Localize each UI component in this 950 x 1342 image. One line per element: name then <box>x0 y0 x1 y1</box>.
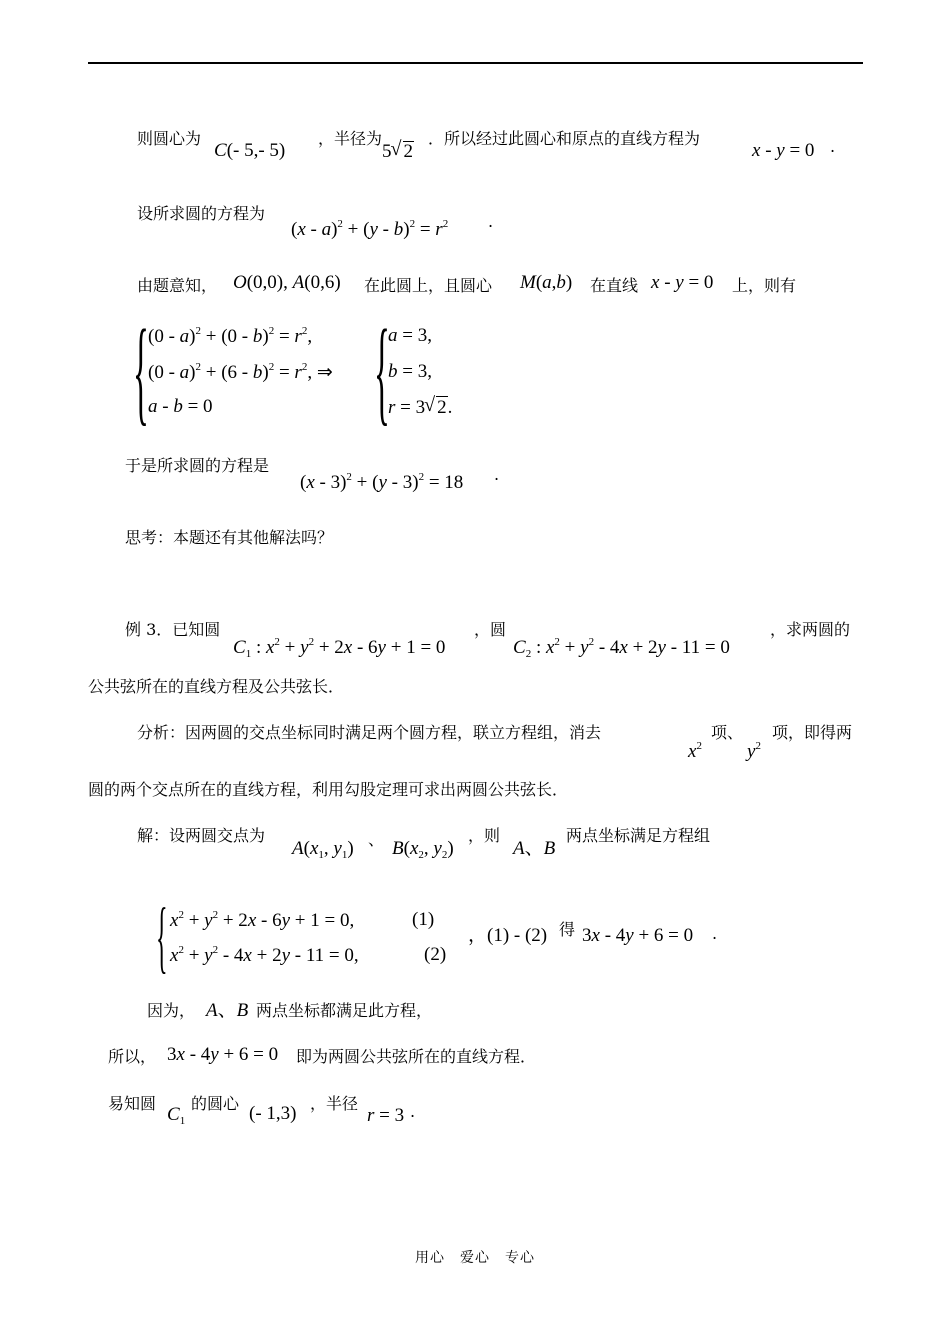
text-period: . <box>494 465 500 484</box>
solution-row: b = 3, <box>388 361 432 382</box>
math-circle-general: $(x - a)^2 + (y - b)^2 = r^2$ <box>291 218 449 240</box>
math-radius: 5√ 2 <box>382 141 414 162</box>
math-ab: A、B <box>206 1000 249 1021</box>
text-radius-label: ，半径为 <box>318 129 383 148</box>
math-point-b: $B(x_2$, $y_2$) <box>392 838 454 861</box>
math-chord-line: 3x - 4y + 6 = 0 <box>167 1044 279 1065</box>
system-row: $x^2 + y^2 - 4x + 2y - 11 = 0$, <box>170 944 359 966</box>
system-row: $x^2 + y^2 + 2x - 6y + 1 = 0$, <box>170 909 355 931</box>
example-3-label: 例 3．已知圆 <box>125 620 221 639</box>
equation-number: (2) <box>424 944 447 965</box>
brace-left-2: { <box>156 893 168 981</box>
para-condition: 由题意知， <box>137 276 218 295</box>
equation-number: (1) <box>412 909 435 930</box>
text: 得 <box>559 920 576 939</box>
text: 则圆心为 <box>137 129 202 148</box>
text: ，求两圆的 <box>770 620 851 639</box>
text: 的圆心 <box>191 1094 240 1113</box>
text-period: . <box>830 137 836 156</box>
math-center: C(- 5,- 5) <box>214 140 286 161</box>
text: ，则 <box>468 826 501 845</box>
brace-right: { <box>374 305 390 436</box>
text-period: . <box>410 1102 416 1121</box>
math-line-equation: x - y = 0 <box>752 140 815 161</box>
system-row: a - b = 0 <box>148 396 213 417</box>
text: 项，即得两 <box>772 723 853 742</box>
math-x2: $x^2$ <box>688 740 702 762</box>
math-circle-c1: $C_1$ : $x^2 + y^2 + 2x - 6y + 1 = 0$ <box>233 636 446 660</box>
solution-row: a = 3, <box>388 325 432 346</box>
para-because: 因为， <box>147 1001 196 1020</box>
para-solution: 解：设两圆交点为 <box>137 826 266 845</box>
text: 两点坐标都满足此方程， <box>256 1001 433 1020</box>
text: 上，则有 <box>732 276 797 295</box>
para-think: 思考：本题还有其他解法吗？ <box>125 528 334 547</box>
brace-left: { <box>133 305 149 436</box>
para-analysis-line2: 圆的两个交点所在的直线方程，利用勾股定理可求出两圆公共弦长． <box>88 780 569 799</box>
system-row: $(0 - a)^2 + (6 - b)^2 = r^2$, ⇒ <box>148 361 333 383</box>
para-result: 于是所求圆的方程是 <box>125 456 270 475</box>
para-center-radius <box>137 129 201 149</box>
text-line-label: ．所以经过此圆心和原点的直线方程为 <box>428 129 701 148</box>
math-radius-c1: r = 3 <box>367 1105 405 1126</box>
text: 在直线 <box>590 276 639 295</box>
text: 项、 <box>711 723 744 742</box>
header-rule <box>88 62 863 64</box>
para-analysis: 分析：因两圆的交点坐标同时满足两个圆方程，联立方程组，消去 <box>137 723 602 742</box>
text-period: . <box>712 924 718 943</box>
example-3-line2: 公共弦所在的直线方程及公共弦长． <box>88 677 345 696</box>
para-easy: 易知圆 <box>108 1094 157 1113</box>
para-therefore: 所以， <box>108 1047 157 1066</box>
math-center-m: M(a,b) <box>520 272 573 293</box>
math-points: O(0,0), A(0,6) <box>233 272 341 293</box>
text: 两点坐标满足方程组 <box>566 826 711 845</box>
math-ab: A、B <box>513 838 556 859</box>
text-sep: 、 <box>368 830 385 849</box>
para-assume: 设所求圆的方程为 <box>137 204 266 223</box>
text: ，圆 <box>474 620 507 639</box>
math-c1: $C_1$ <box>167 1104 186 1127</box>
text: 在此圆上，且圆心 <box>364 276 493 295</box>
text: 即为两圆公共弦所在的直线方程． <box>296 1047 537 1066</box>
math-circle-c2: $C_2$ : $x^2 + y^2 - 4x + 2y - 11 = 0$ <box>513 636 730 660</box>
math-subtract: ，(1) - (2) <box>468 925 548 946</box>
math-chord-line: 3x - 4y + 6 = 0 <box>582 925 694 946</box>
math-y2: $y^2$ <box>747 740 761 762</box>
math-point-a: $A(x_1$, $y_1$) <box>292 838 354 861</box>
solution-row: r = 3√ 2. <box>388 396 452 419</box>
page-footer: 用心 爱心 专心 <box>415 1250 535 1266</box>
math-line-equation: x - y = 0 <box>651 272 714 293</box>
text-period: . <box>488 212 494 231</box>
math-circle-result: (x - 3)$^2$ + (y - 3)$^2$ = 18 <box>300 471 464 493</box>
system-row: $(0 - a)^2 + (0 - b)^2 = r^2$, <box>148 325 313 347</box>
math-center-c1: (- 1,3) <box>249 1103 297 1124</box>
text: ，半径 <box>310 1094 359 1113</box>
